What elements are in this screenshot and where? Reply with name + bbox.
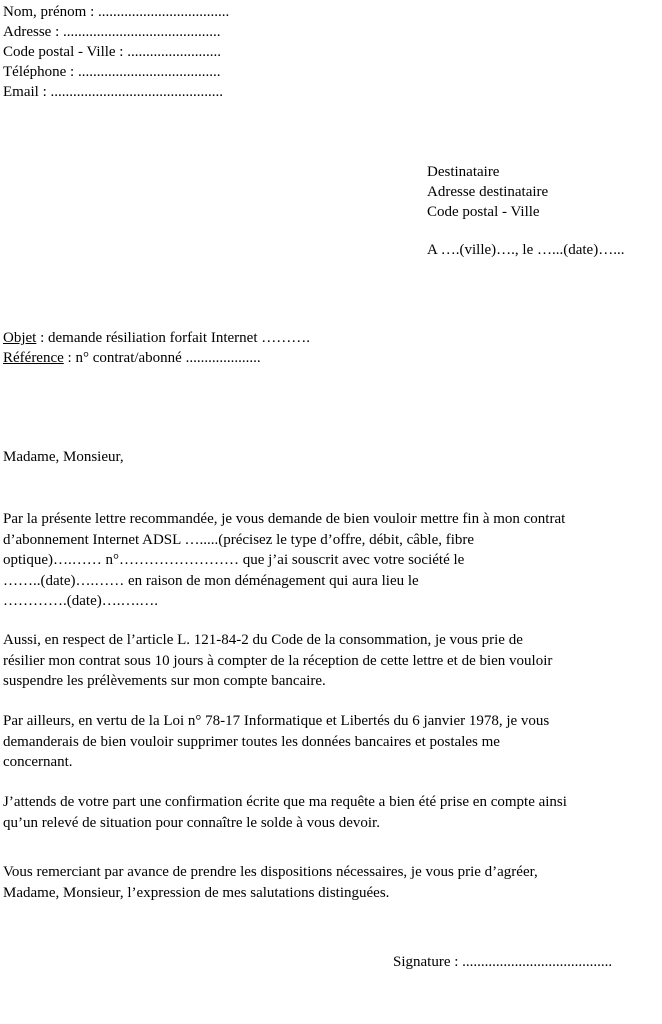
sender-postal-city-line: Code postal - Ville : ......................... [3, 44, 221, 60]
signature-line: Signature : ........................................ [393, 954, 613, 970]
body-paragraph-confirmation-ecrite [3, 792, 661, 833]
signature-block [393, 952, 612, 972]
objet-value: : demande résiliation forfait Internet ………. [36, 330, 310, 346]
sender-phone-line: Téléphone : ...................................... [3, 64, 221, 80]
reference-line [3, 348, 310, 368]
body-paragraph-loi-informatique-libertes [3, 711, 661, 773]
recipient-address-line: Adresse destinataire [427, 184, 549, 200]
subject-block [3, 328, 310, 368]
paragraph-line: résilier mon contrat sous 10 jours à compter de la réception de cette lettre et de bien vouloir [3, 652, 553, 669]
recipient-name-line: Destinataire [427, 164, 500, 180]
salutation-block [3, 447, 124, 467]
paragraph-line: ………….(date)….….…. [3, 593, 158, 609]
paragraph-line: Madame, Monsieur, l’expression de mes salutations distinguées. [3, 884, 390, 901]
sender-email-line: Email : .............................................. [3, 84, 223, 100]
paragraph-line: optique)….…… n°…………………… que j’ai souscrit avec votre société le [3, 552, 465, 568]
paragraph-line: qu’un relevé de situation pour connaître le solde à vous devoir. [3, 814, 380, 831]
place-date-text: A ….(ville)…., le …...(date)…... [427, 242, 625, 258]
paragraph-line: ……..(date)….…… en raison de mon déménagement qui aura lieu le [3, 572, 419, 589]
paragraph-line: demanderais de bien vouloir supprimer toutes les données bancaires et postales me [3, 733, 500, 750]
paragraph-line: J’attends de votre part une confirmation écrite que ma requête a bien été prise en compte ainsi [3, 794, 567, 810]
recipient-postal-city-line: Code postal - Ville [427, 204, 540, 220]
body-paragraph-formule-politesse [3, 862, 661, 903]
paragraph-line: suspendre les prélèvements sur mon compte bancaire. [3, 673, 326, 689]
paragraph-line: Par ailleurs, en vertu de la Loi n° 78-17 Informatique et Libertés du 6 janvier 1978, je vous [3, 713, 550, 729]
paragraph-line: Vous remerciant par avance de prendre les dispositions nécessaires, je vous prie d’agréer, [3, 864, 538, 880]
sender-address-line: Adresse : .......................................... [3, 24, 221, 40]
paragraph-line: concernant. [3, 754, 73, 770]
objet-label: Objet [3, 330, 37, 346]
sender-details-block [3, 2, 229, 102]
reference-value: : n° contrat/abonné .................... [63, 350, 261, 366]
paragraph-line: Par la présente lettre recommandée, je vous demande de bien vouloir mettre fin à mon contrat [3, 511, 566, 527]
objet-line [3, 328, 310, 348]
body-paragraph-article-code-consommation [3, 630, 661, 692]
paragraph-line: d’abonnement Internet ADSL ….....(précisez le type d’offre, débit, câble, fibre [3, 531, 475, 548]
recipient-details-block [427, 162, 548, 222]
salutation-text: Madame, Monsieur, [3, 449, 124, 465]
body-paragraph-resiliation-demande [3, 509, 661, 612]
sender-name-line: Nom, prénom : ................................... [3, 4, 230, 20]
place-and-date-line [427, 240, 624, 260]
reference-label: Référence [3, 350, 64, 366]
paragraph-line: Aussi, en respect de l’article L. 121-84-2 du Code de la consommation, je vous prie de [3, 632, 523, 648]
